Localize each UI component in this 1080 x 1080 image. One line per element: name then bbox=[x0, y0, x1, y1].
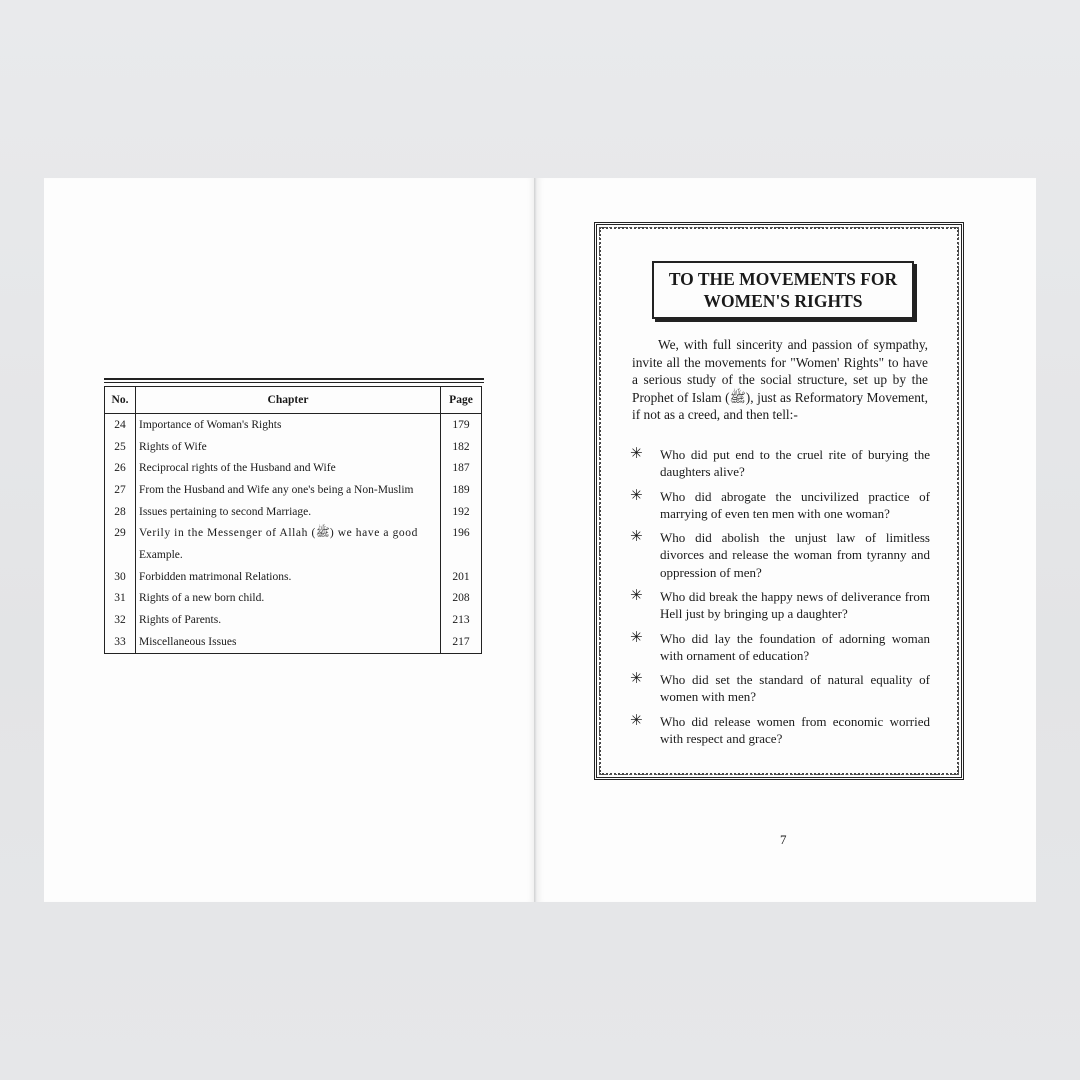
question-text: Who did lay the foundation of adorning woman with ornament of education? bbox=[660, 630, 930, 663]
asterisk-bullet-icon: ✳ bbox=[630, 710, 643, 729]
row-number: 31 bbox=[105, 588, 136, 610]
row-chapter: Issues pertaining to second Marriage. bbox=[136, 501, 441, 523]
row-page: 208 bbox=[441, 588, 482, 610]
row-chapter: Forbidden matrimonal Relations. bbox=[136, 566, 441, 588]
row-chapter: Example. bbox=[136, 544, 441, 566]
intro-paragraph: We, with full sincerity and passion of sympathy, invite all the movements for "Women' Rights" to have a serious study of the social structure, set up by the Prophet of Islam (ﷺ), just as Reformatory Movement, if not as a creed, and then tell:- bbox=[632, 337, 928, 423]
table-row bbox=[105, 457, 482, 479]
row-chapter: Miscellaneous Issues bbox=[136, 631, 441, 653]
row-number: 25 bbox=[105, 436, 136, 458]
table-row bbox=[105, 544, 482, 566]
header-chapter: Chapter bbox=[136, 387, 441, 414]
row-page: 217 bbox=[441, 631, 482, 653]
row-chapter: Reciprocal rights of the Husband and Wife bbox=[136, 457, 441, 479]
asterisk-bullet-icon: ✳ bbox=[630, 627, 643, 646]
row-chapter: Rights of a new born child. bbox=[136, 588, 441, 610]
page-number: 7 bbox=[780, 832, 787, 847]
table-row bbox=[105, 566, 482, 588]
asterisk-bullet-icon: ✳ bbox=[630, 669, 643, 688]
table-row bbox=[105, 522, 482, 544]
row-page: 201 bbox=[441, 566, 482, 588]
row-number: 29 bbox=[105, 522, 136, 544]
asterisk-bullet-icon: ✳ bbox=[630, 485, 643, 504]
row-chapter: From the Husband and Wife any one's being a Non-Muslim bbox=[136, 479, 441, 501]
row-number bbox=[105, 544, 136, 566]
row-chapter: Rights of Wife bbox=[136, 436, 441, 458]
table-header-row bbox=[105, 387, 482, 414]
question-text: Who did set the standard of natural equality of women with men? bbox=[660, 672, 930, 705]
question-text: Who did put end to the cruel rite of burying the daughters alive? bbox=[660, 447, 930, 480]
page-title-line-1: TO THE MOVEMENTS FOR bbox=[668, 269, 898, 289]
table-row bbox=[105, 479, 482, 501]
question-item bbox=[630, 710, 930, 747]
row-number: 26 bbox=[105, 457, 136, 479]
question-text: Who did abolish the unjust law of limitless divorces and release the woman from tyranny and oppression of men? bbox=[660, 530, 930, 580]
table-row bbox=[105, 501, 482, 523]
asterisk-bullet-icon: ✳ bbox=[630, 585, 643, 604]
table-top-rule bbox=[104, 378, 484, 380]
row-page bbox=[441, 544, 482, 566]
row-chapter: Verily in the Messenger of Allah (ﷺ) we have a good bbox=[136, 522, 441, 544]
table-row bbox=[105, 588, 482, 610]
question-text: Who did release women from economic worried with respect and grace? bbox=[660, 713, 930, 746]
row-number: 30 bbox=[105, 566, 136, 588]
row-number: 27 bbox=[105, 479, 136, 501]
page-title bbox=[652, 261, 914, 319]
row-page: 192 bbox=[441, 501, 482, 523]
asterisk-bullet-icon: ✳ bbox=[630, 527, 643, 546]
table-row bbox=[105, 631, 482, 653]
table-row bbox=[105, 436, 482, 458]
question-item bbox=[630, 529, 930, 581]
question-text: Who did break the happy news of deliverance from Hell just by bringing up a daughter? bbox=[660, 588, 930, 622]
row-page: 179 bbox=[441, 414, 482, 436]
question-item bbox=[630, 485, 930, 522]
row-page: 196 bbox=[441, 522, 482, 544]
asterisk-bullet-icon: ✳ bbox=[630, 444, 643, 462]
contents-table bbox=[104, 386, 482, 654]
table-top-rule-thin bbox=[104, 382, 484, 383]
row-number: 32 bbox=[105, 609, 136, 631]
row-page: 187 bbox=[441, 457, 482, 479]
row-page: 213 bbox=[441, 609, 482, 631]
row-chapter: Rights of Parents. bbox=[136, 609, 441, 631]
page-title-line-2: WOMEN'S RIGHTS bbox=[703, 291, 863, 311]
header-no: No. bbox=[105, 387, 136, 414]
question-item bbox=[630, 627, 930, 664]
row-number: 33 bbox=[105, 631, 136, 653]
header-page: Page bbox=[441, 387, 482, 414]
question-item bbox=[630, 446, 930, 480]
row-number: 28 bbox=[105, 501, 136, 523]
question-list bbox=[630, 446, 930, 754]
row-page: 189 bbox=[441, 479, 482, 501]
table-row bbox=[105, 609, 482, 631]
question-item bbox=[630, 585, 930, 622]
question-item bbox=[630, 671, 930, 705]
table-row bbox=[105, 414, 482, 436]
row-chapter: Importance of Woman's Rights bbox=[136, 414, 441, 436]
row-page: 182 bbox=[441, 436, 482, 458]
row-number: 24 bbox=[105, 414, 136, 436]
question-text: Who did abrogate the uncivilized practice of marrying of even ten men with one woman? bbox=[660, 488, 930, 521]
